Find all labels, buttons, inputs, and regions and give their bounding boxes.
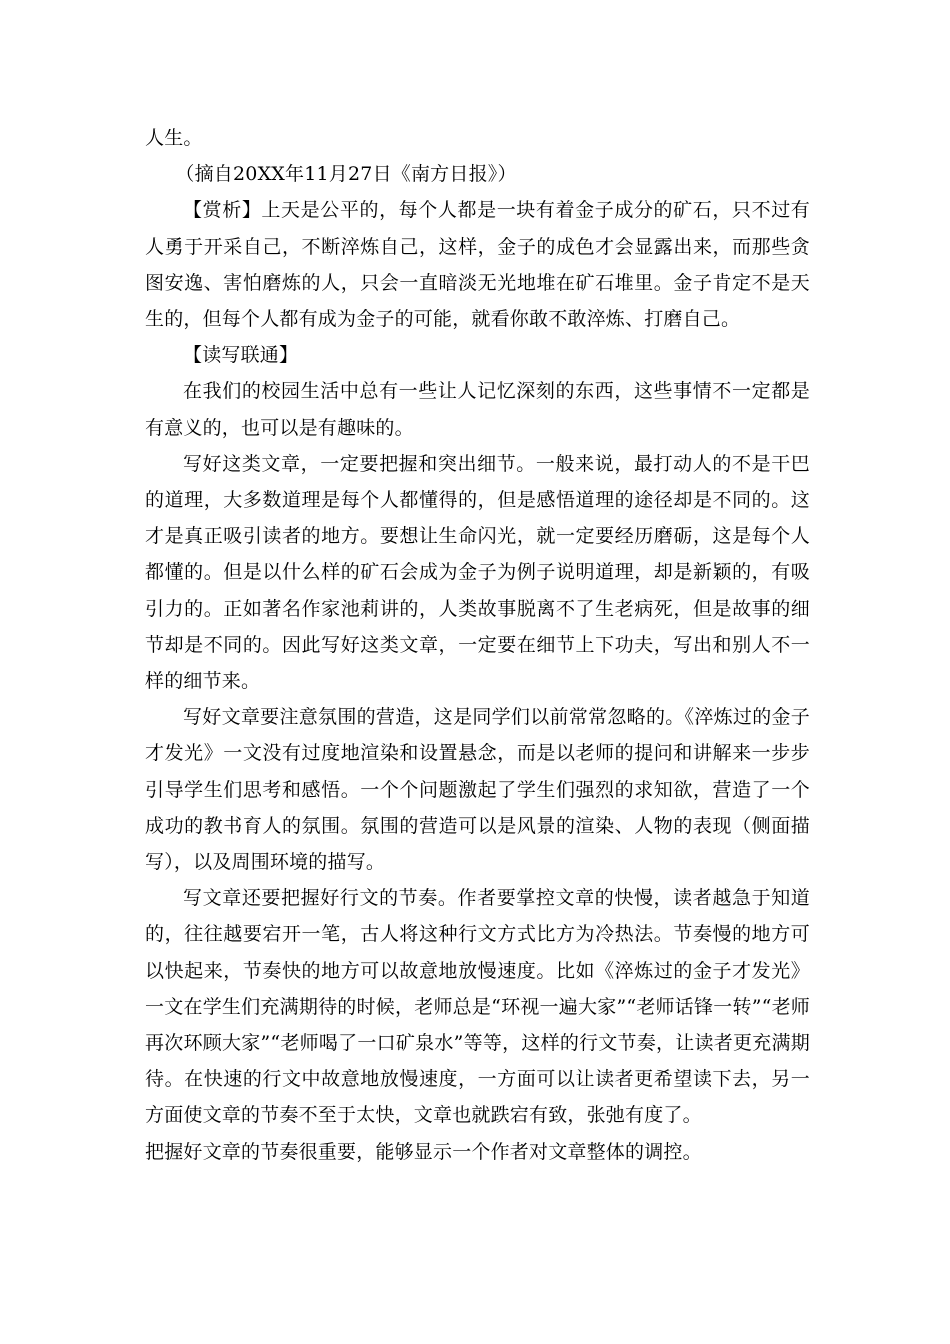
source-citation: （摘自20XX年11月27日《南方日报》） [175, 163, 517, 186]
document-page [145, 120, 810, 1170]
body-paragraph-4: 写文章还要把握好行文的节奏。作者要掌控文章的快慢，读者越急于知道的，往往越要宕开一笔，古人将这种行文方式比方为冷热法。节奏慢的地方可以快起来，节奏快的地方可以故意地放慢速度。比如《淬炼过的金子才发光》一文在学生们充满期待的时候，老师总是“环视一遍大家”“老师话锋一转”“老师再次环顾大家”“老师喝了一口矿泉水”等等，这样的行文节奏，让读者更充满期待。在快速的行文中故意地放慢速度，一方面可以让读者更希望读下去，另一方面使文章的节奏不至于太快，文章也就跌宕有致，张弛有度了。 [145, 887, 810, 1127]
section-heading: 【读写联通】 [183, 344, 299, 367]
body-paragraph-5: 把握好文章的节奏很重要，能够显示一个作者对文章整体的调控。 [145, 1140, 702, 1163]
body-paragraph-1: 在我们的校园生活中总有一些让人记忆深刻的东西，这些事情不一定都是有意义的，也可以是有趣味的。 [145, 380, 810, 439]
body-paragraph-2: 写好这类文章，一定要把握和突出细节。一般来说，最打动人的不是干巴的道理，大多数道理是每个人都懂得的，但是感悟道理的途径却是不同的。这才是真正吸引读者的地方。要想让生命闪光，就一定要经历磨砺，这是每个人都懂的。但是以什么样的矿石会成为金子为例子说明道理，却是新颖的，有吸引力的。正如著名作家池莉讲的，人类故事脱离不了生老病死，但是故事的细节却是不同的。因此写好这类文章，一定要在细节上下功夫，写出和别人不一样的细节来。 [145, 452, 810, 693]
body-paragraph-3: 写好文章要注意氛围的营造，这是同学们以前常常忽略的。《淬炼过的金子才发光》一文没有过度地渲染和设置悬念，而是以老师的提问和讲解来一步步引导学生们思考和感悟。一个个问题激起了学生们强烈的求知欲，营造了一个成功的教书育人的氛围。氛围的营造可以是风景的渲染、人物的表现（侧面描写），以及周围环境的描写。 [145, 706, 810, 874]
closing-text: 人生。 [145, 127, 203, 149]
analysis-paragraph: 【赏析】上天是公平的，每个人都是一块有着金子成分的矿石，只不过有人勇于开采自己，不断淬炼自己，这样，金子的成色才会显露出来，而那些贪图安逸、害怕磨炼的人，只会一直暗淡无光地堆在矿石堆里。金子肯定不是天生的，但每个人都有成为金子的可能，就看你敢不敢淬炼、打磨自己。 [145, 199, 810, 331]
